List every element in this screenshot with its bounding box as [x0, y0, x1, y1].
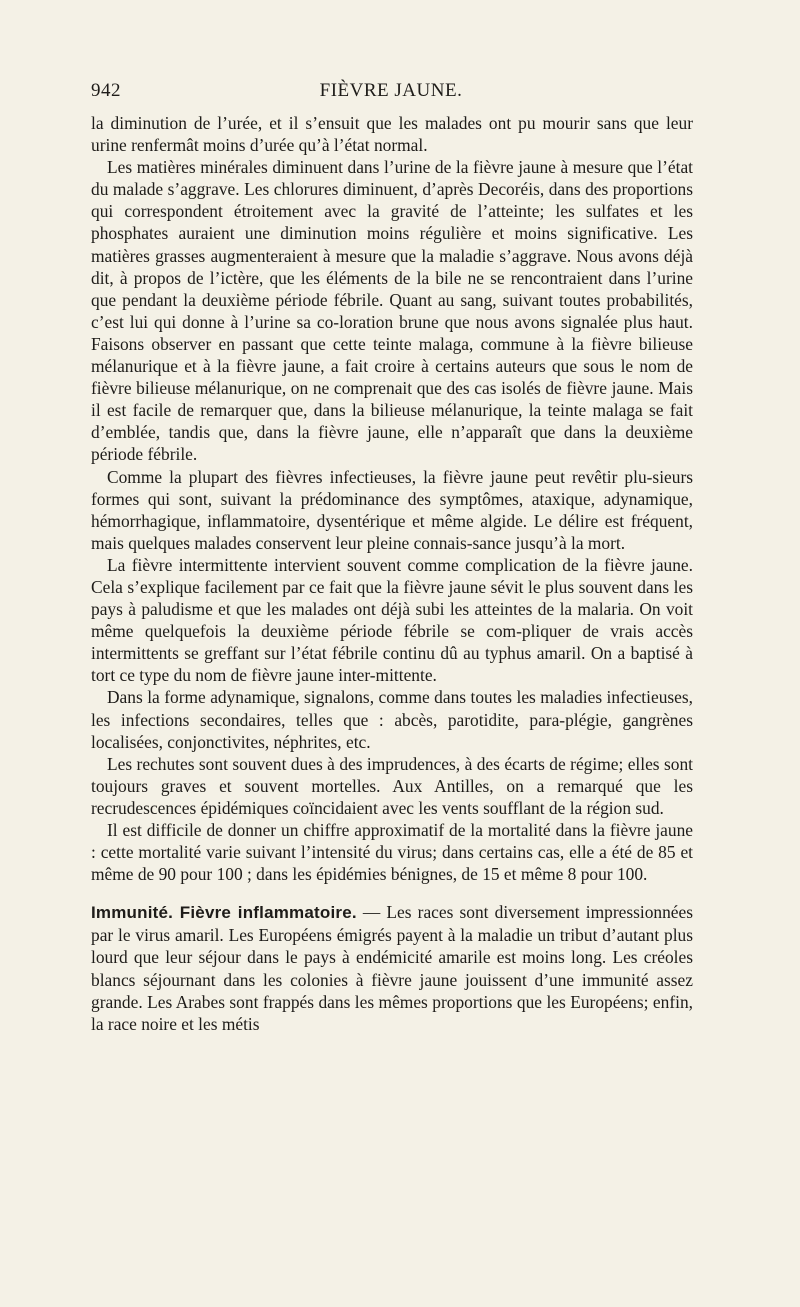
page-number: 942 — [91, 80, 121, 101]
running-title: FIÈVRE JAUNE. — [319, 80, 463, 101]
paragraph: La fièvre intermittente intervient souvent comme complication de la fièvre jaune. Cela s’explique facilement par ce fait que la fièvre jaune sévit le plus souvent dans les pays à paludisme et que les malades ont déjà subi les atteintes de la malaria. On voit même quelquefois la deuxième période fébrile se com-pliquer de vrais accès intermittents se greffant sur l’état fébrile continu dû au typhus amaril. On a baptisé à tort ce type du nom de fièvre jaune inter-mittente. — [91, 554, 693, 686]
paragraph: Il est difficile de donner un chiffre approximatif de la mortalité dans la fièvre jaune : cette mortalité varie suivant l’intensité du virus; dans certains cas, elle a été de 85 et même de 90 pour 100 ; dans les épidémies bénignes, de 15 et même 8 pour 100. — [91, 820, 693, 885]
paragraph: Les matières minérales diminuent dans l’urine de la fièvre jaune à mesure que l’état du malade s’aggrave. Les chlorures diminuent, d’après Decoréis, dans des proportions qui correspondent étroitement avec la gravité de l’atteinte; les sulfates et les phosphates auraient une diminution moins régulière et moins significative. Les matières grasses augmenteraient à mesure que la maladie s’aggrave. Nous avons déjà dit, à propos de l’ictère, que les éléments de la bile ne se rencontraient dans l’urine que pendant la deuxième période fébrile. Quant au sang, suivant toutes probabilités, c’est lui qui donne à l’urine sa co-loration brune que nous avons signalée plus haut. Faisons observer en passant que cette teinte malaga, commune à la fièvre bilieuse mélanurique et à la fièvre jaune, a fait croire à certains auteurs que sous le nom de fièvre bilieuse mélanurique, on ne comprenait que des cas isolés de fièvre jaune. Mais il est facile de remarquer que, dans la bilieuse mélanurique, la teinte malaga se fait d’emblée, tandis que, dans la fièvre jaune, elle n’apparaît que dans la deuxième période fébrile. — [91, 157, 693, 465]
paragraph: la diminution de l’urée, et il s’ensuit que les malades ont pu mourir sans que leur urine renfermât moins d’urée qu’à l’état normal. — [91, 113, 693, 156]
section-paragraph — [91, 901, 693, 1035]
paragraph: Dans la forme adynamique, signalons, comme dans toutes les maladies infectieuses, les infections secondaires, telles que : abcès, parotidite, para-plégie, gangrènes localisées, conjonctivites, néphrites, etc. — [91, 687, 693, 752]
paragraph: Comme la plupart des fièvres infectieuses, la fièvre jaune peut revêtir plu-sieurs formes qui sont, suivant la prédominance des symptômes, ataxique, adynamique, hémorrhagique, inflammatoire, dysentérique et même algide. Le délire est fréquent, mais quelques malades conservent leur pleine connais-sance jusqu’à la mort. — [91, 466, 693, 553]
body-text — [91, 112, 693, 1035]
paragraph: Les rechutes sont souvent dues à des imprudences, à des écarts de régime; elles sont toujours graves et souvent mortelles. Aux Antilles, on a remarqué que les recrudescences épidémiques coïncidaient avec les vents soufflant de la région sud. — [91, 753, 693, 818]
section-text: — Les races sont diversement impressionnées par le virus amaril. Les Européens émigrés payent à la maladie un tribut d’autant plus lourd que leur séjour dans le pays à endémicité amarile est moins long. Les créoles blancs séjournant dans les colonies à fièvre jaune jouissent d’une immunité assez grande. Les Arabes sont frappés dans les mêmes proportions que les Européens; enfin, la race noire et les métis — [91, 902, 693, 1034]
page-header — [91, 80, 691, 106]
section-title: Immunité. Fièvre inflammatoire. — [91, 903, 357, 923]
